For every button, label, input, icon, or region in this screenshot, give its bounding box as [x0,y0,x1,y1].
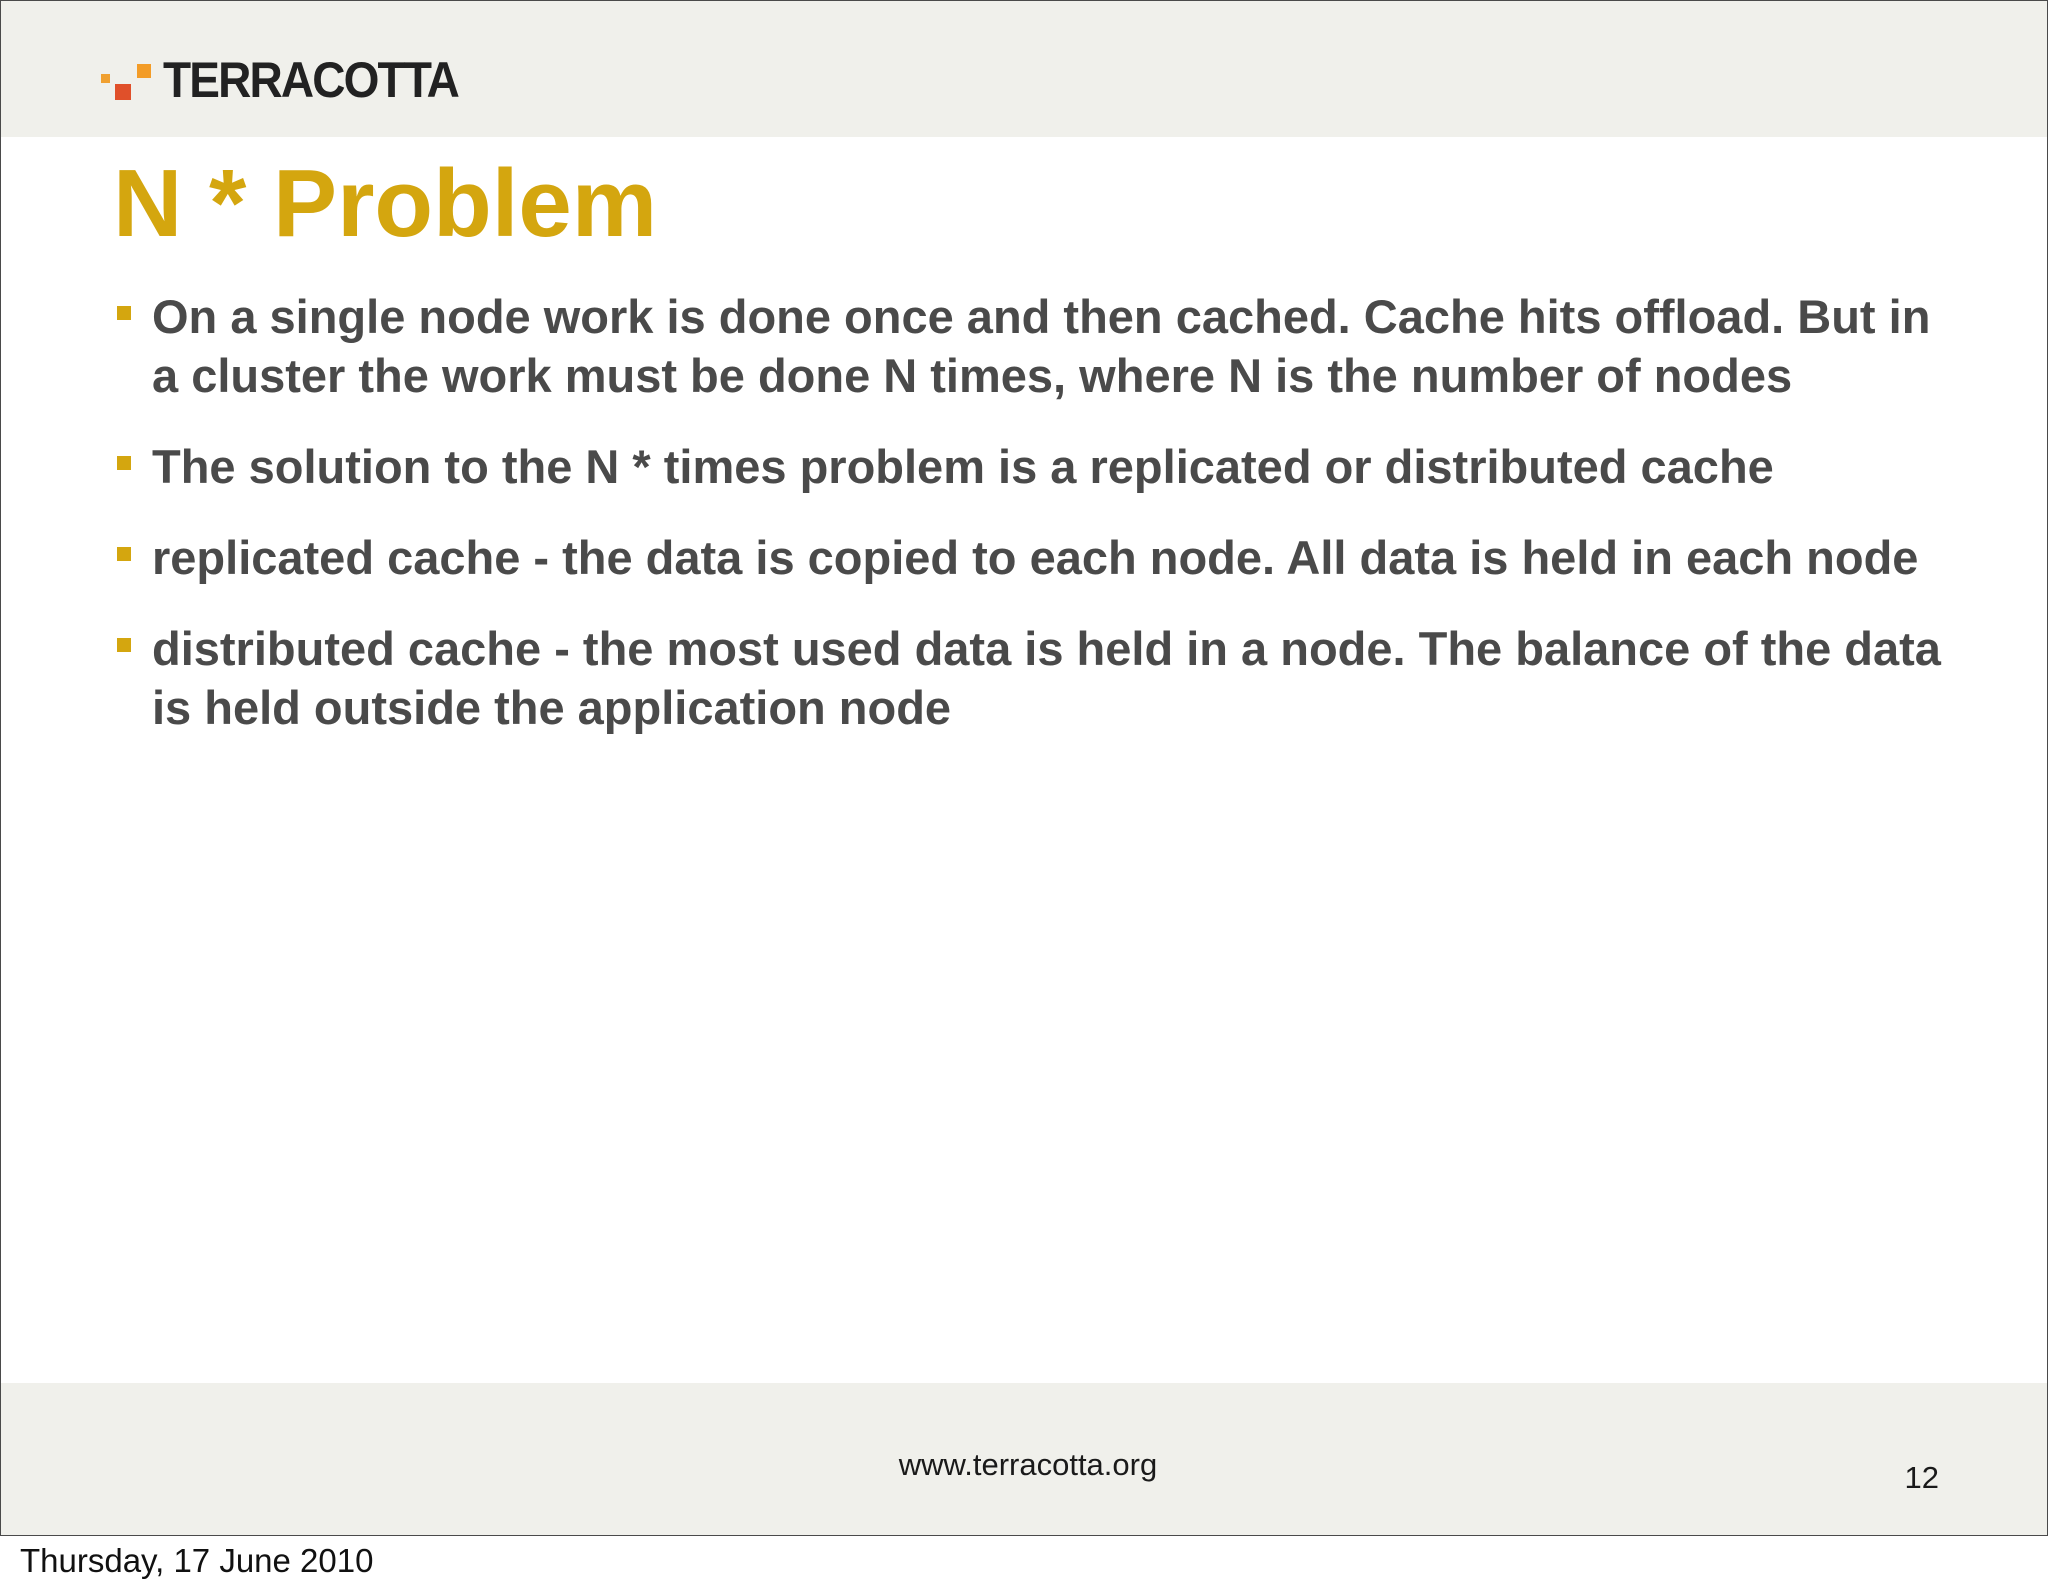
page-number: 12 [1904,1460,1939,1495]
bullet-item [113,619,1943,737]
bullet-text: The solution to the N * times problem is a replicated or distributed cache [152,440,1774,493]
bullet-item [113,437,1943,496]
bullet-list [113,287,1943,769]
bullet-text: On a single node work is done once and then cached. Cache hits offload. But in a cluster the work must be done N times, where N is the number of nodes [152,290,1931,402]
slide-title: N * Problem [113,150,658,257]
logo-squares-icon [101,56,157,104]
bullet-square-icon [117,547,131,561]
bullet-square-icon [117,456,131,470]
bullet-item [113,287,1943,405]
terracotta-logo [101,53,484,107]
date-caption: Thursday, 17 June 2010 [20,1542,374,1579]
logo-text: TERRACOTTA [163,52,459,108]
footer-url: www.terracotta.org [898,1447,1158,1482]
slide-header [1,1,2047,137]
bullet-text: distributed cache - the most used data is held in a node. The balance of the data is held outside the application node [152,622,1941,734]
bullet-square-icon [117,306,131,320]
bullet-text: replicated cache - the data is copied to each node. All data is held in each node [152,531,1919,584]
bullet-item [113,528,1943,587]
bullet-square-icon [117,638,131,652]
